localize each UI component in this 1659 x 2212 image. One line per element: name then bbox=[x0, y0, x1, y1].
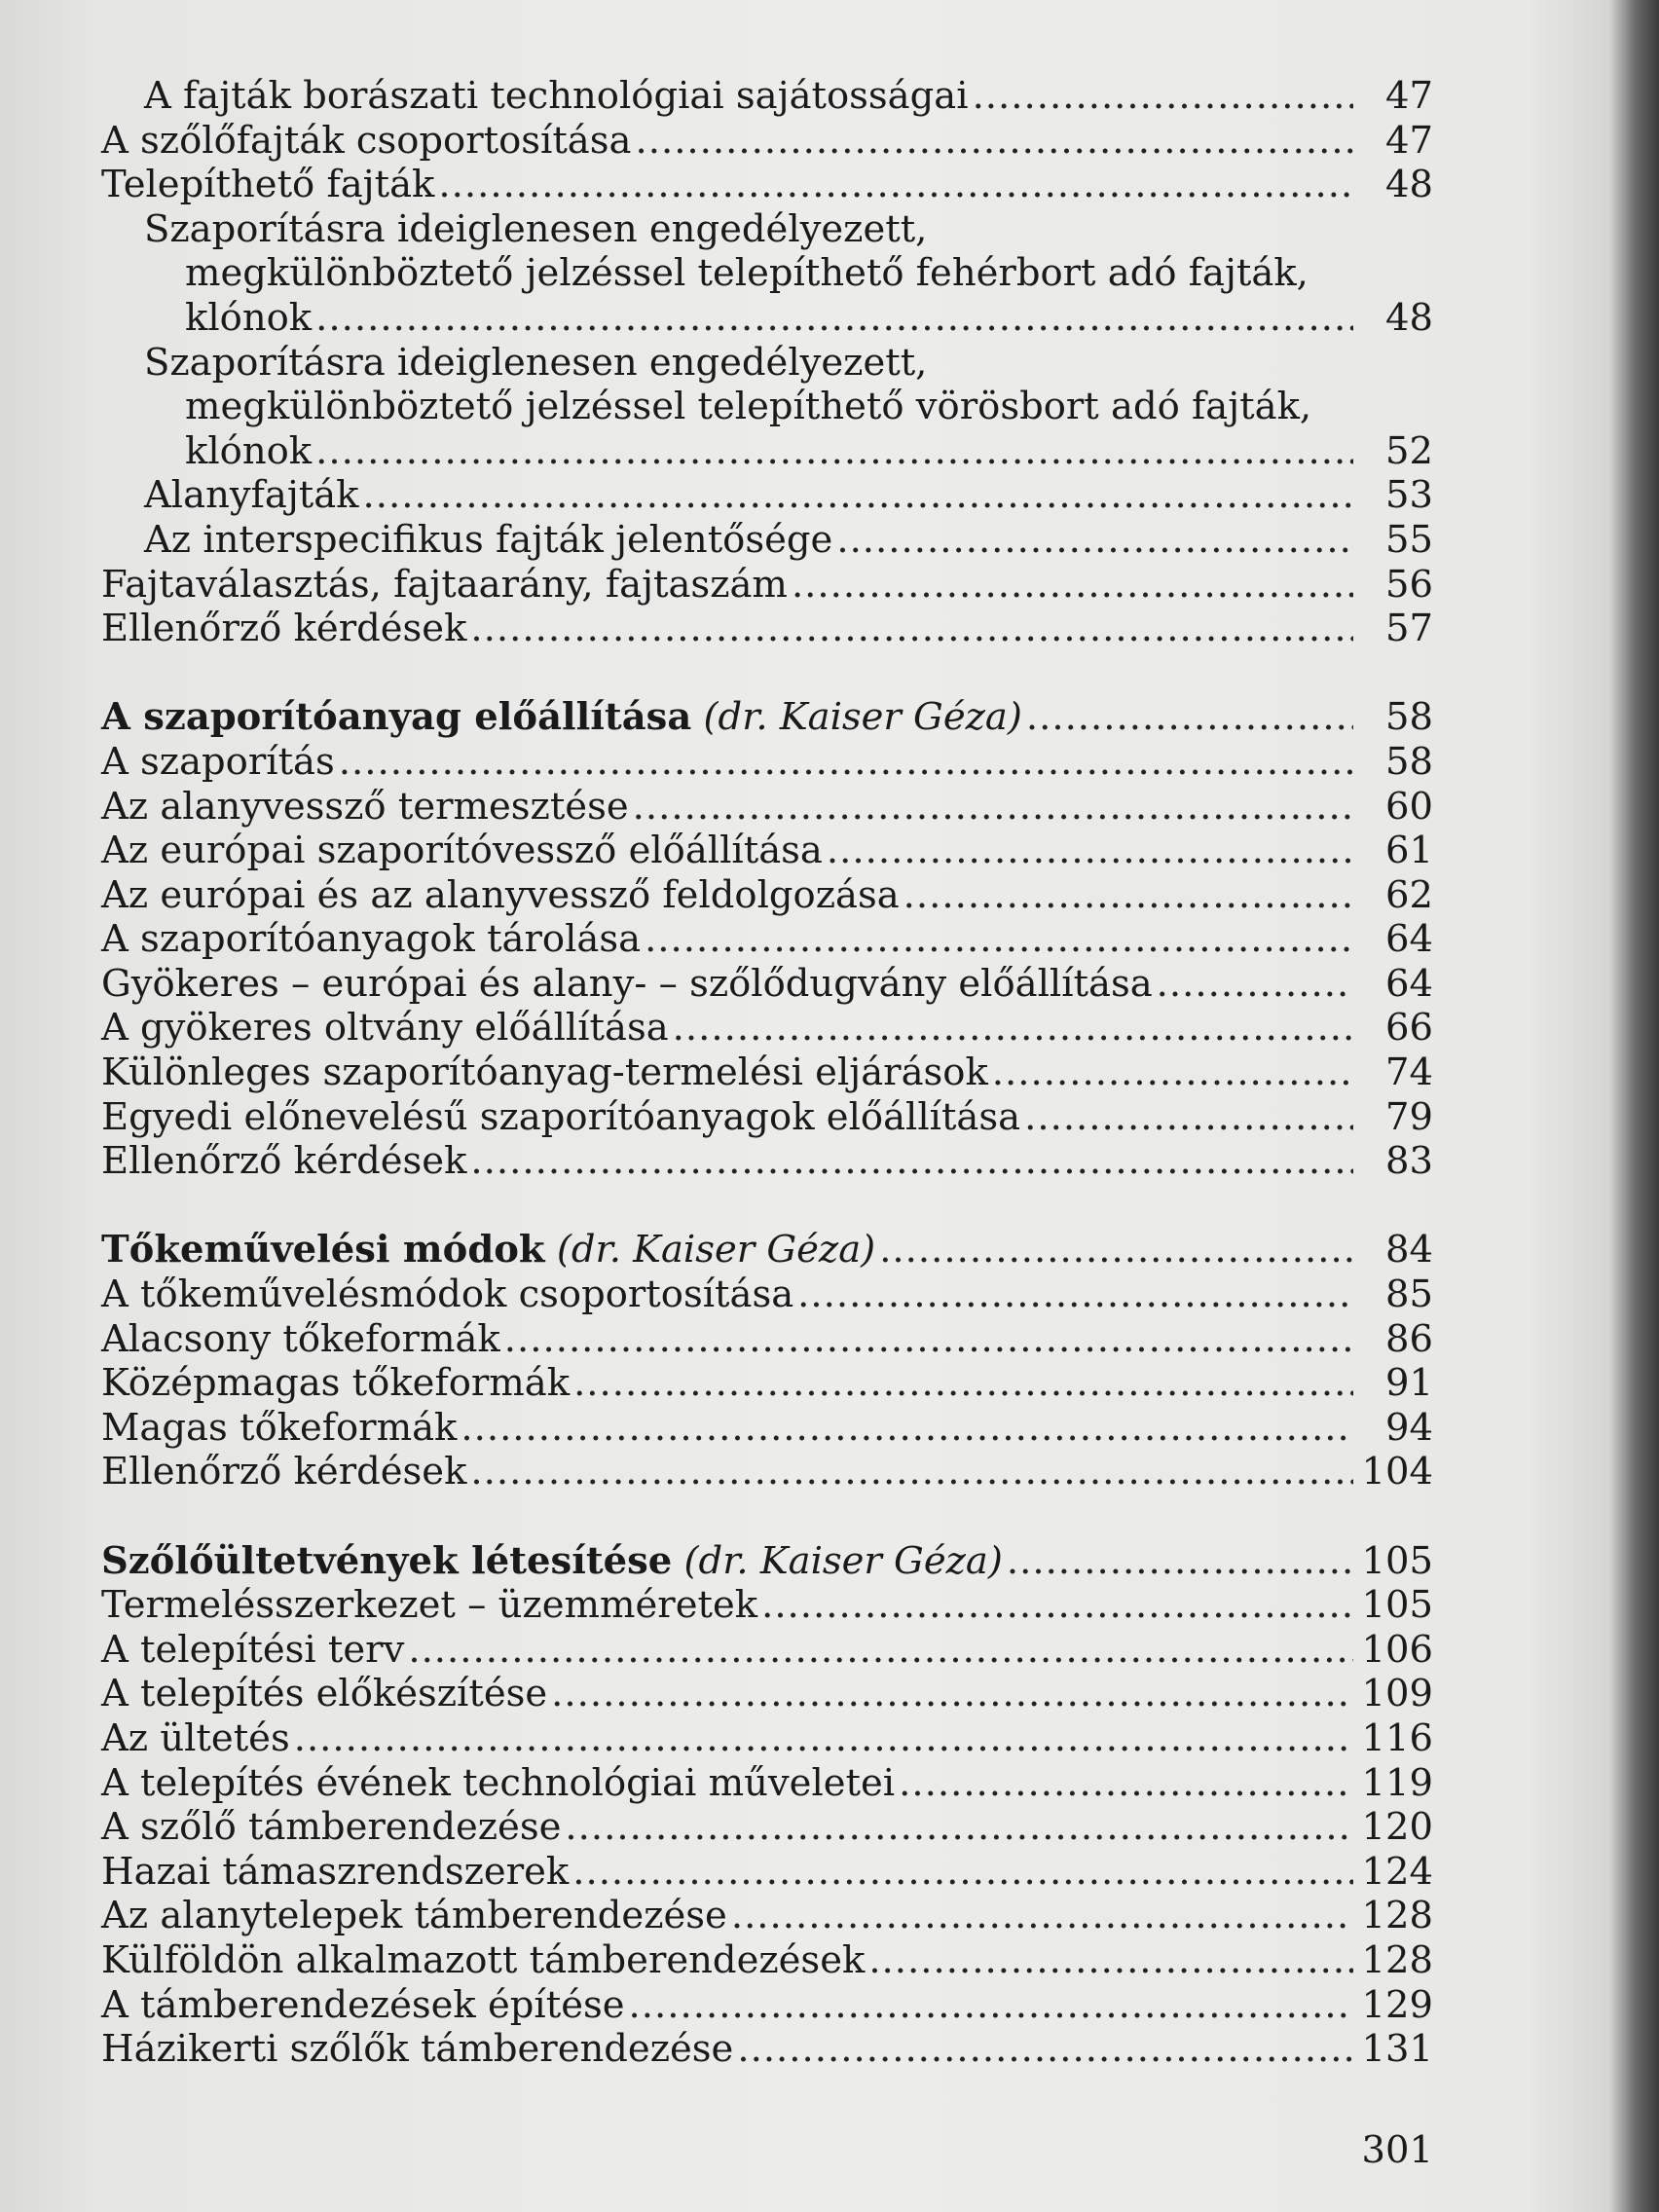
dot-leader bbox=[470, 1139, 1353, 1184]
chapter-author: (dr. Kaiser Géza) bbox=[683, 1538, 1003, 1583]
toc-page-number: 62 bbox=[1385, 872, 1433, 917]
toc-entry-title: Alacsony tőkeformák bbox=[101, 1316, 500, 1361]
table-of-contents bbox=[101, 74, 1433, 2072]
dot-leader bbox=[408, 1628, 1353, 1673]
dot-leader bbox=[992, 1051, 1353, 1095]
toc-page-number: 84 bbox=[1385, 1228, 1433, 1272]
toc-page-number: 60 bbox=[1385, 784, 1433, 829]
toc-page-number: 52 bbox=[1385, 428, 1433, 473]
dot-leader bbox=[868, 1938, 1353, 1983]
toc-entry bbox=[101, 785, 1433, 830]
toc-entry bbox=[101, 917, 1433, 962]
toc-entry-title: A telepítés évének technológiai műveletei bbox=[101, 1760, 896, 1805]
toc-entry bbox=[101, 1406, 1433, 1451]
toc-entry bbox=[101, 1761, 1433, 1806]
toc-entry bbox=[101, 296, 1433, 341]
toc-entry bbox=[101, 1139, 1433, 1184]
dot-leader bbox=[797, 1272, 1353, 1317]
toc-page-number: 119 bbox=[1361, 1760, 1433, 1805]
toc-entry bbox=[101, 1894, 1433, 1938]
toc-entry-title: A szaporítóanyagok tárolása bbox=[101, 917, 642, 962]
dot-leader bbox=[645, 917, 1353, 962]
toc-entry-title: A szőlőfajták csoportosítása bbox=[101, 118, 632, 163]
toc-entry bbox=[101, 1850, 1433, 1895]
dot-leader bbox=[737, 2027, 1353, 2072]
toc-entry-title: A támberendezések építése bbox=[101, 1982, 625, 2027]
dot-leader bbox=[551, 1672, 1353, 1716]
chapter-title: Tőkeművelési módok bbox=[101, 1228, 545, 1272]
toc-entry-title: Gyökeres – európai és alany- – szőlődugvány előállítása bbox=[101, 961, 1153, 1006]
chapter-title: A szaporítóanyag előállítása bbox=[101, 695, 692, 740]
toc-page-number: 120 bbox=[1361, 1805, 1433, 1850]
dot-leader bbox=[1007, 1539, 1353, 1584]
toc-entry-title: Házikerti szőlők támberendezése bbox=[101, 2027, 734, 2072]
toc-entry bbox=[101, 962, 1433, 1007]
dot-leader bbox=[903, 873, 1353, 918]
toc-entry bbox=[101, 1716, 1433, 1761]
dot-leader bbox=[363, 473, 1353, 518]
toc-page-number: 104 bbox=[1361, 1450, 1433, 1494]
toc-entry bbox=[101, 1805, 1433, 1850]
dot-leader bbox=[879, 1228, 1353, 1272]
toc-entry bbox=[101, 2027, 1433, 2072]
toc-entry-title: A gyökeres oltvány előállítása bbox=[101, 1006, 669, 1051]
dot-leader bbox=[973, 74, 1353, 119]
dot-leader bbox=[461, 1406, 1353, 1451]
dot-leader bbox=[635, 119, 1353, 164]
toc-page-number: 55 bbox=[1385, 517, 1433, 562]
toc-page-number: 109 bbox=[1361, 1672, 1433, 1716]
toc-entry-title: Termelésszerkezet – üzemméretek bbox=[101, 1583, 758, 1628]
toc-entry bbox=[101, 119, 1433, 164]
toc-entry bbox=[101, 1938, 1433, 1983]
toc-entry bbox=[101, 873, 1433, 918]
toc-page-number: 124 bbox=[1361, 1849, 1433, 1894]
dot-leader bbox=[792, 563, 1353, 608]
toc-page-number: 48 bbox=[1385, 163, 1433, 207]
toc-page-number: 105 bbox=[1361, 1583, 1433, 1628]
toc-page-number: 86 bbox=[1385, 1316, 1433, 1361]
toc-page-number: 47 bbox=[1385, 74, 1433, 118]
toc-entry-title: Fajtaválasztás, fajtaarány, fajtaszám bbox=[101, 562, 788, 607]
toc-entry-title: A fajták borászati technológiai sajátosságai bbox=[144, 74, 969, 118]
chapter-author: (dr. Kaiser Géza) bbox=[556, 1228, 876, 1272]
toc-entry bbox=[101, 1628, 1433, 1673]
dot-leader bbox=[836, 518, 1353, 563]
toc-entry bbox=[101, 1051, 1433, 1095]
dot-leader bbox=[1024, 1095, 1353, 1140]
toc-entry bbox=[101, 563, 1433, 608]
toc-continued-line: Szaporításra ideiglenesen engedélyezett, bbox=[144, 340, 928, 385]
toc-page-number: 56 bbox=[1385, 562, 1433, 607]
toc-entry bbox=[101, 518, 1433, 563]
toc-chapter-heading bbox=[101, 695, 1433, 740]
toc-entry-title: Hazai támaszrendszerek bbox=[101, 1849, 570, 1894]
chapter-title: Szőlőültetvények létesítése bbox=[101, 1538, 673, 1583]
toc-entry-title: Az interspecifikus fajták jelentősége bbox=[144, 517, 833, 562]
toc-entry bbox=[101, 1006, 1433, 1051]
toc-entry bbox=[101, 740, 1433, 785]
toc-page-number: 47 bbox=[1385, 118, 1433, 163]
toc-entry-title: A szőlő támberendezése bbox=[101, 1805, 562, 1850]
dot-leader bbox=[629, 1983, 1353, 2028]
toc-entry-title: Telepíthető fajták bbox=[101, 163, 435, 207]
toc-entry-title: Alanyfajták bbox=[144, 473, 359, 518]
toc-page-number: 74 bbox=[1385, 1051, 1433, 1095]
dot-leader bbox=[565, 1805, 1353, 1850]
toc-page-number: 48 bbox=[1385, 295, 1433, 340]
toc-page-number: 58 bbox=[1385, 739, 1433, 784]
toc-page-number: 129 bbox=[1361, 1982, 1433, 2027]
toc-entry-title: klónok bbox=[185, 428, 313, 473]
toc-continued-line: megkülönböztető jelzéssel telepíthető vörösbort adó fajták, bbox=[185, 385, 1312, 429]
toc-entry-title: Középmagas tőkeformák bbox=[101, 1361, 571, 1406]
toc-entry bbox=[101, 607, 1433, 651]
section-gap bbox=[101, 1494, 1433, 1539]
toc-page-number: 91 bbox=[1385, 1361, 1433, 1406]
toc-entry bbox=[101, 829, 1433, 873]
toc-page-number: 64 bbox=[1385, 917, 1433, 962]
toc-entry-title: Ellenőrző kérdések bbox=[101, 1450, 467, 1494]
section-gap bbox=[101, 1184, 1433, 1229]
toc-entry bbox=[101, 74, 1433, 119]
toc-entry bbox=[101, 1317, 1433, 1362]
toc-page-number: 94 bbox=[1385, 1405, 1433, 1450]
dot-leader bbox=[761, 1583, 1353, 1628]
toc-entry bbox=[101, 1272, 1433, 1317]
toc-page-number: 131 bbox=[1361, 2027, 1433, 2072]
toc-entry-title bbox=[101, 695, 1022, 740]
toc-page-number: 116 bbox=[1361, 1715, 1433, 1760]
toc-entry-title: Ellenőrző kérdések bbox=[101, 607, 467, 651]
toc-page-number: 57 bbox=[1385, 607, 1433, 651]
dot-leader bbox=[1026, 695, 1353, 740]
dot-leader bbox=[573, 1361, 1353, 1406]
dot-leader bbox=[470, 1450, 1353, 1494]
toc-entry-title: Az alanytelepek támberendezése bbox=[101, 1894, 727, 1938]
toc-page-number: 128 bbox=[1361, 1937, 1433, 1982]
chapter-author: (dr. Kaiser Géza) bbox=[703, 695, 1022, 740]
dot-leader bbox=[294, 1716, 1353, 1761]
toc-entry bbox=[101, 163, 1433, 207]
toc-page-number: 83 bbox=[1385, 1139, 1433, 1184]
toc-entry bbox=[101, 1095, 1433, 1140]
toc-entry bbox=[101, 429, 1433, 474]
section-gap bbox=[101, 651, 1433, 696]
dot-leader bbox=[470, 607, 1353, 651]
toc-entry-title: Az ültetés bbox=[101, 1715, 290, 1760]
toc-entry bbox=[101, 1361, 1433, 1406]
toc-page-number: 128 bbox=[1361, 1894, 1433, 1938]
dot-leader bbox=[899, 1761, 1353, 1806]
toc-page-number: 58 bbox=[1385, 695, 1433, 740]
toc-entry-title: Egyedi előnevelésű szaporítóanyagok előállítása bbox=[101, 1094, 1021, 1139]
dot-leader bbox=[438, 163, 1353, 207]
toc-continued-line: Szaporításra ideiglenesen engedélyezett, bbox=[144, 206, 928, 251]
toc-continued-line: megkülönböztető jelzéssel telepíthető fehérbort adó fajták, bbox=[185, 251, 1309, 296]
page-number: 301 bbox=[1361, 2128, 1433, 2172]
toc-page-number: 105 bbox=[1361, 1538, 1433, 1583]
toc-entry bbox=[101, 1450, 1433, 1494]
toc-entry-title: Ellenőrző kérdések bbox=[101, 1139, 467, 1184]
toc-entry-title bbox=[101, 1228, 875, 1272]
dot-leader bbox=[633, 785, 1353, 830]
toc-entry bbox=[101, 1583, 1433, 1628]
toc-entry-title: A telepítés előkészítése bbox=[101, 1672, 548, 1716]
toc-entry-title: Az európai szaporítóvessző előállítása bbox=[101, 829, 823, 873]
toc-page-number: 61 bbox=[1385, 829, 1433, 873]
dot-leader bbox=[572, 1850, 1353, 1895]
toc-chapter-heading bbox=[101, 1228, 1433, 1272]
toc-entry bbox=[101, 473, 1433, 518]
toc-entry-title: A telepítési terv bbox=[101, 1627, 405, 1672]
toc-entry-title: Különleges szaporítóanyag-termelési eljárások bbox=[101, 1051, 988, 1095]
toc-page-number: 64 bbox=[1385, 961, 1433, 1006]
dot-leader bbox=[315, 429, 1353, 474]
toc-entry-title: klónok bbox=[185, 295, 313, 340]
dot-leader bbox=[827, 829, 1353, 873]
toc-page-number: 66 bbox=[1385, 1006, 1433, 1051]
toc-entry bbox=[101, 1983, 1433, 2028]
toc-entry-title: A szaporítás bbox=[101, 739, 335, 784]
toc-entry-title: Magas tőkeformák bbox=[101, 1405, 458, 1450]
toc-entry-title bbox=[101, 1539, 1003, 1584]
toc-page-number: 85 bbox=[1385, 1272, 1433, 1317]
toc-page-number: 106 bbox=[1361, 1627, 1433, 1672]
toc-chapter-heading bbox=[101, 1539, 1433, 1584]
dot-leader bbox=[1157, 962, 1353, 1007]
dot-leader bbox=[339, 740, 1353, 785]
toc-entry-title: Külföldön alkalmazott támberendezések bbox=[101, 1937, 866, 1982]
toc-entry bbox=[101, 1672, 1433, 1716]
dot-leader bbox=[731, 1894, 1353, 1938]
dot-leader bbox=[673, 1006, 1353, 1051]
dot-leader bbox=[315, 296, 1353, 341]
dot-leader bbox=[504, 1317, 1353, 1362]
toc-page-number: 53 bbox=[1385, 473, 1433, 518]
toc-entry-title: Az európai és az alanyvessző feldolgozása bbox=[101, 872, 900, 917]
toc-entry-title: Az alanyvessző termesztése bbox=[101, 784, 629, 829]
toc-page-number: 79 bbox=[1385, 1094, 1433, 1139]
toc-entry-title: A tőkeművelésmódok csoportosítása bbox=[101, 1272, 794, 1317]
